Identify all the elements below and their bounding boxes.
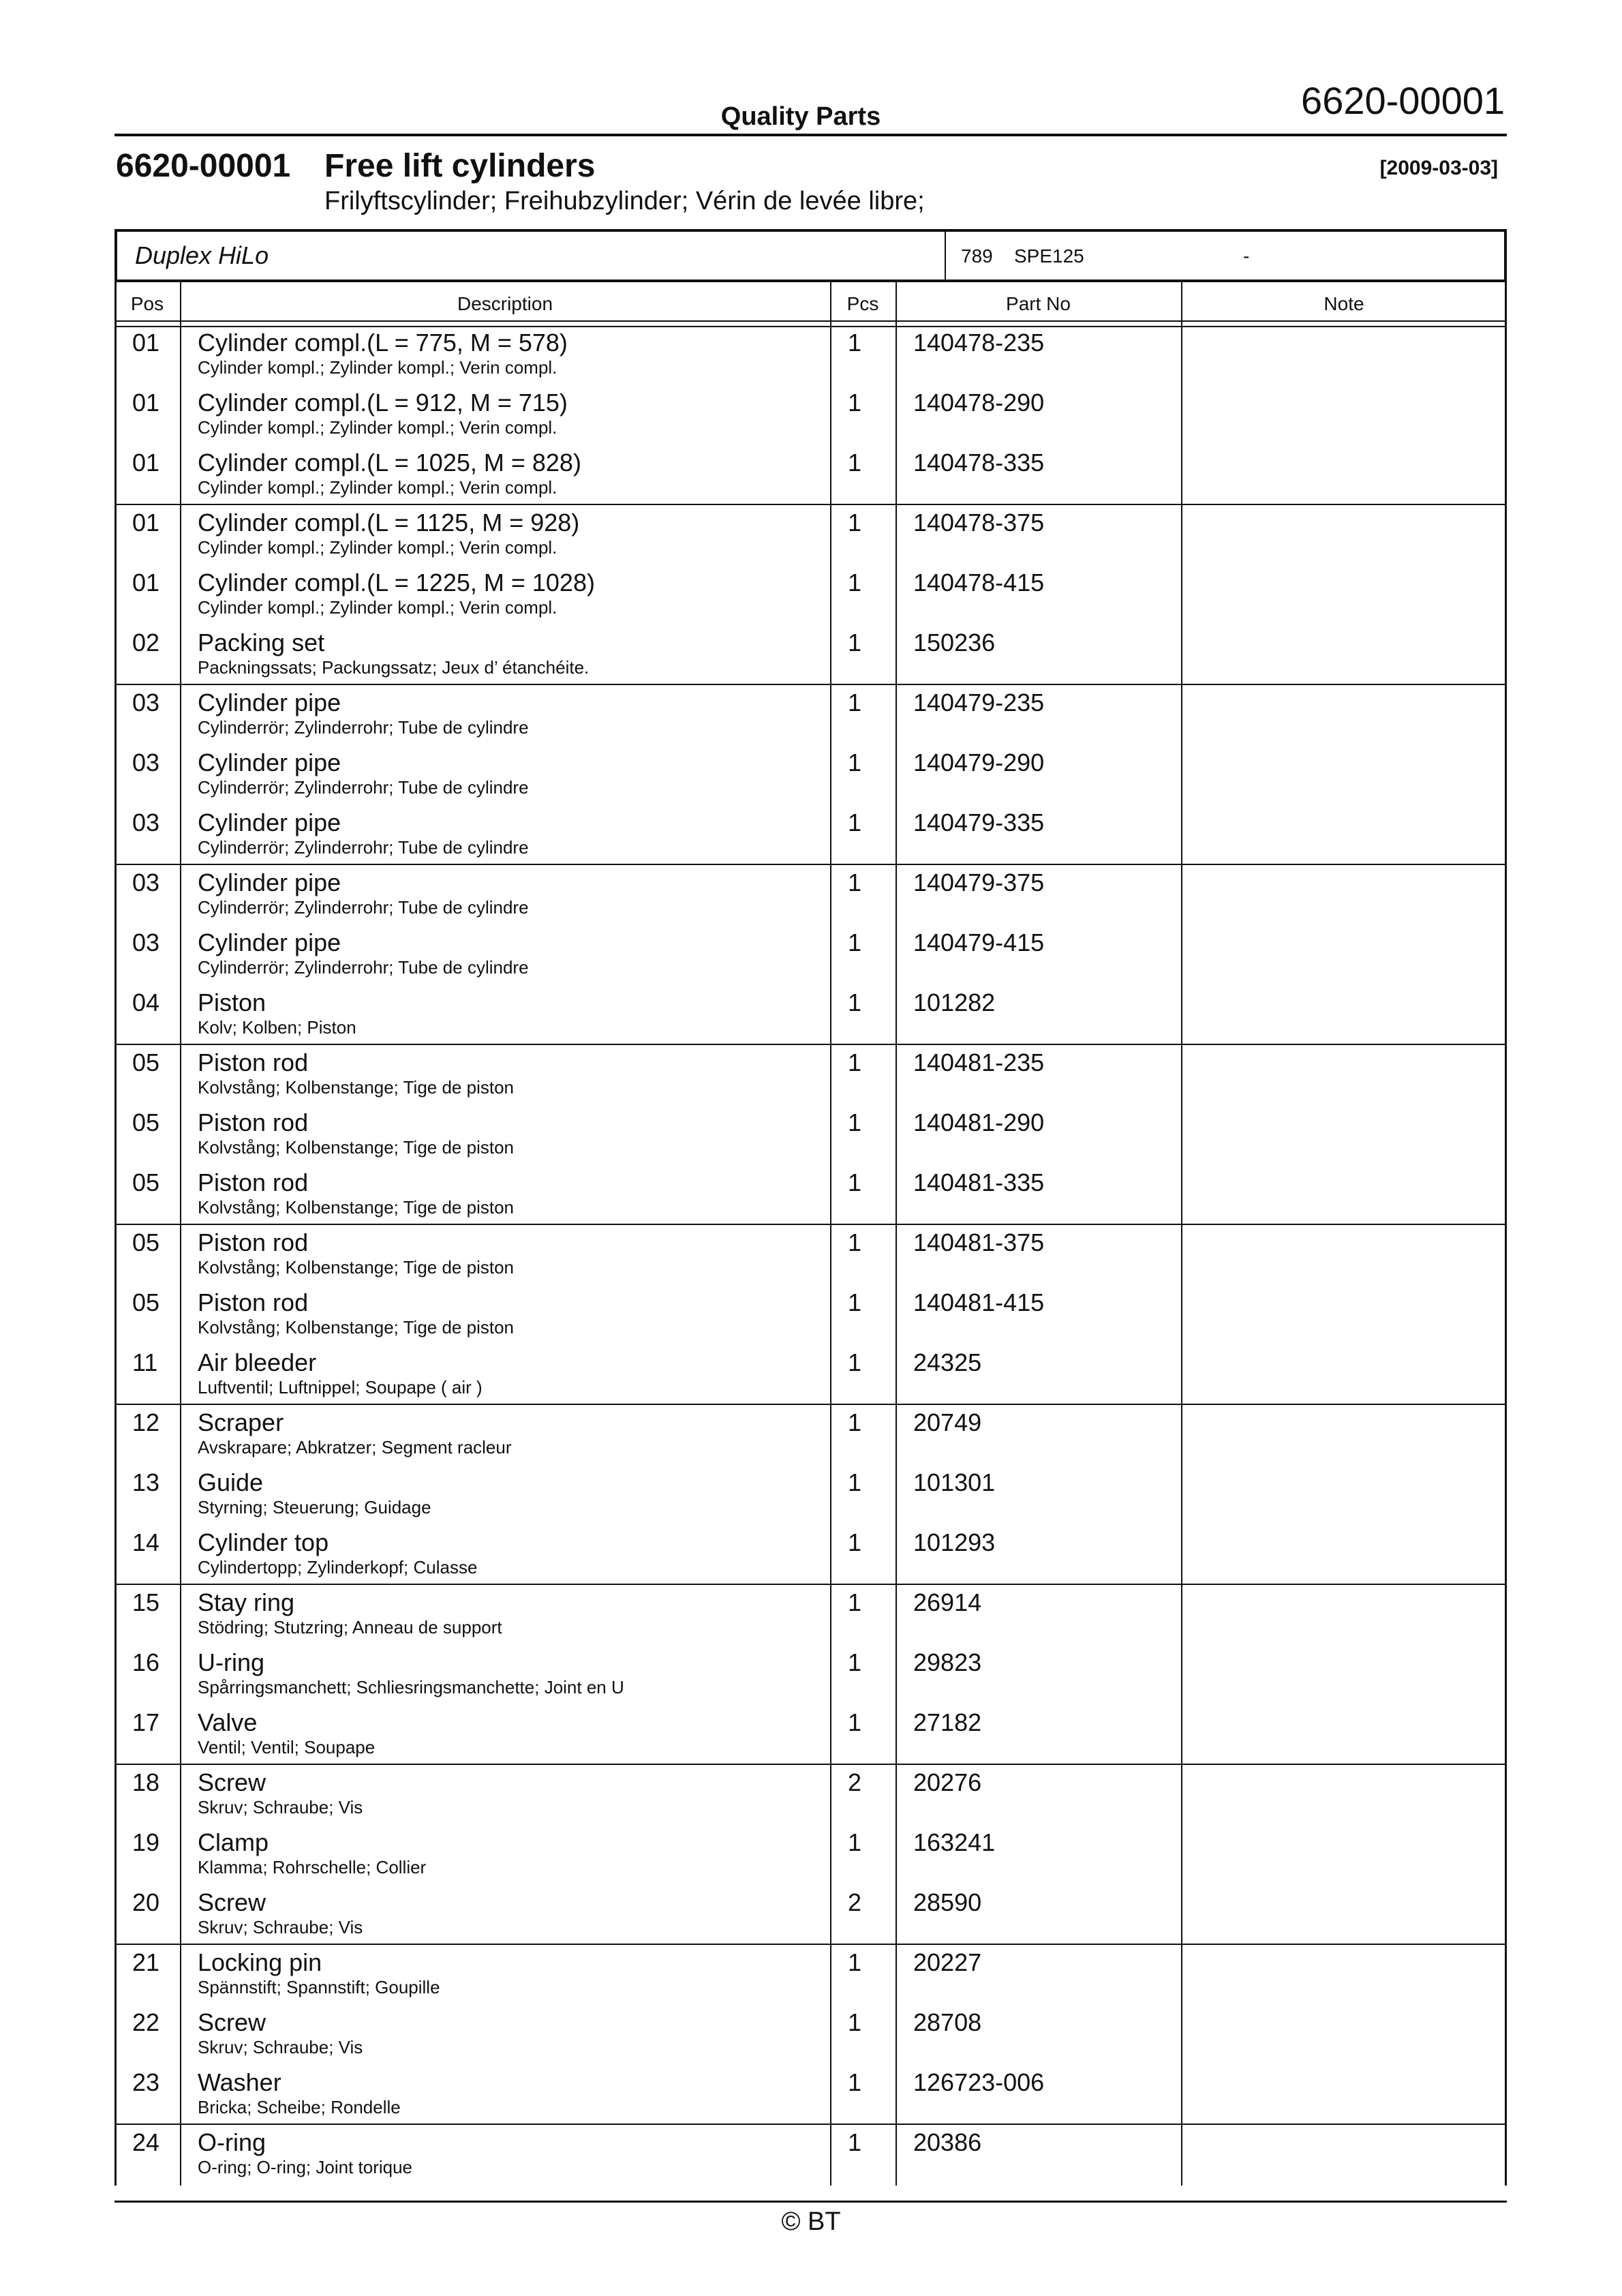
table-row [114, 927, 1507, 987]
row-pos: 05 [132, 1168, 160, 1196]
table-row [114, 867, 1507, 927]
row-part-number: 140479-415 [913, 928, 1045, 956]
row-description: Locking pin [198, 1948, 322, 1976]
row-description: Guide [198, 1468, 264, 1496]
row-pcs: 1 [848, 689, 862, 716]
row-pos: 14 [132, 1528, 160, 1556]
table-row [114, 507, 1507, 567]
row-pcs: 1 [848, 1588, 862, 1616]
row-description: Piston rod [198, 1228, 309, 1256]
row-translations: Kolvstång; Kolbenstange; Tige de piston [198, 1137, 514, 1158]
table-row [114, 567, 1507, 627]
row-translations: Packningssats; Packungssatz; Jeux d’ étanchéite. [198, 657, 590, 678]
row-translations: Spårringsmanchett; Schliesringsmanchette; Joint en U [198, 1677, 624, 1697]
table-row [114, 1347, 1507, 1407]
table-row [114, 1707, 1507, 1767]
row-description: Packing set [198, 629, 325, 656]
row-part-number: 126723-006 [913, 2068, 1045, 2096]
row-description: U-ring [198, 1648, 265, 1676]
model-code-1: 789 [961, 245, 993, 267]
row-part-number: 24325 [913, 1348, 982, 1376]
row-pos: 17 [132, 1708, 160, 1736]
table-row [114, 1527, 1507, 1587]
row-pos: 01 [132, 389, 160, 417]
row-pcs: 1 [848, 2008, 862, 2036]
column-header-description: Description [457, 293, 553, 314]
row-pcs: 1 [848, 988, 862, 1016]
row-pcs: 1 [848, 1648, 862, 1676]
row-pcs: 2 [848, 1888, 862, 1916]
row-pcs: 1 [848, 1228, 862, 1256]
row-description: Cylinder pipe [198, 749, 341, 776]
row-part-number: 140479-235 [913, 689, 1045, 716]
column-header-pcs: Pcs [846, 293, 879, 314]
model-divider [945, 232, 946, 280]
row-description: Cylinder compl.(L = 1125, M = 928) [198, 509, 580, 537]
table-row [114, 1227, 1507, 1287]
table-row [114, 1467, 1507, 1527]
row-part-number: 140478-335 [913, 449, 1045, 477]
row-description: Washer [198, 2068, 281, 2096]
row-pos: 12 [132, 1408, 160, 1436]
row-translations: O-ring; O-ring; Joint torique [198, 2157, 413, 2177]
row-pcs: 2 [848, 1768, 862, 1796]
row-translations: Ventil; Ventil; Soupape [198, 1737, 376, 1757]
row-translations: Kolv; Kolben; Piston [198, 1017, 356, 1038]
table-row [114, 2007, 1507, 2067]
row-pcs: 1 [848, 1168, 862, 1196]
row-pcs: 1 [848, 1348, 862, 1376]
row-part-number: 101293 [913, 1528, 996, 1556]
row-pcs: 1 [848, 329, 862, 357]
document-number: 6620-00001 [1301, 79, 1505, 122]
row-part-number: 140481-235 [913, 1048, 1045, 1076]
row-part-number: 140479-375 [913, 868, 1045, 896]
row-pos: 20 [132, 1888, 160, 1916]
table-row [114, 627, 1507, 687]
table-row [114, 1047, 1507, 1107]
header-row-rule [114, 320, 1507, 322]
row-pos: 23 [132, 2068, 160, 2096]
row-part-number: 163241 [913, 1828, 996, 1856]
row-pos: 11 [132, 1348, 158, 1376]
row-translations: Cylinder kompl.; Zylinder kompl.; Verin compl. [198, 537, 557, 558]
row-description: Piston rod [198, 1168, 309, 1196]
row-part-number: 140478-415 [913, 569, 1045, 596]
row-pos: 24 [132, 2128, 160, 2156]
row-part-number: 140481-290 [913, 1108, 1045, 1136]
row-translations: Spännstift; Spannstift; Goupille [198, 1977, 440, 1997]
table-row [114, 687, 1507, 747]
row-translations: Cylinder kompl.; Zylinder kompl.; Verin compl. [198, 597, 557, 618]
row-pos: 04 [132, 988, 160, 1016]
row-description: Cylinder pipe [198, 868, 341, 896]
row-part-number: 140481-335 [913, 1168, 1045, 1196]
table-row [114, 987, 1507, 1047]
table-row [114, 2067, 1507, 2127]
row-translations: Cylindertopp; Zylinderkopf; Culasse [198, 1557, 478, 1577]
row-pos: 03 [132, 749, 160, 776]
table-row [114, 447, 1507, 507]
row-part-number: 28708 [913, 2008, 982, 2036]
row-part-number: 101282 [913, 988, 996, 1016]
row-description: O-ring [198, 2128, 266, 2156]
row-pcs: 1 [848, 809, 862, 836]
row-pos: 01 [132, 569, 160, 596]
row-part-number: 26914 [913, 1588, 982, 1616]
row-pos: 13 [132, 1468, 160, 1496]
section-title: Free lift cylinders [324, 148, 596, 184]
table-row [114, 1887, 1507, 1947]
row-translations: Kolvstång; Kolbenstange; Tige de piston [198, 1257, 514, 1278]
row-description: Piston rod [198, 1108, 309, 1136]
row-pcs: 1 [848, 2068, 862, 2096]
row-part-number: 140478-235 [913, 329, 1045, 357]
row-pos: 02 [132, 629, 160, 656]
row-translations: Luftventil; Luftnippel; Soupape ( air ) [198, 1377, 483, 1398]
row-pos: 01 [132, 449, 160, 477]
model-code-2: SPE125 [1014, 245, 1084, 267]
model-box [114, 229, 1507, 282]
section-code: 6620-00001 [116, 148, 291, 184]
column-header-pos: Pos [130, 293, 164, 314]
row-part-number: 20749 [913, 1408, 982, 1436]
row-pos: 03 [132, 928, 160, 956]
row-pos: 01 [132, 509, 160, 537]
row-description: Cylinder top [198, 1528, 329, 1556]
row-pos: 21 [132, 1948, 160, 1976]
row-translations: Cylinderrör; Zylinderrohr; Tube de cylindre [198, 777, 529, 798]
row-part-number: 150236 [913, 629, 996, 656]
row-translations: Cylinder kompl.; Zylinder kompl.; Verin compl. [198, 357, 557, 378]
row-translations: Skruv; Schraube; Vis [198, 1797, 363, 1817]
row-part-number: 140479-335 [913, 809, 1045, 836]
row-description: Cylinder compl.(L = 775, M = 578) [198, 329, 568, 357]
row-part-number: 140481-415 [913, 1288, 1045, 1316]
row-part-number: 140478-290 [913, 389, 1045, 417]
row-pcs: 1 [848, 1108, 862, 1136]
row-part-number: 20386 [913, 2128, 982, 2156]
row-translations: Styrning; Steuerung; Guidage [198, 1497, 431, 1517]
row-translations: Skruv; Schraube; Vis [198, 1917, 363, 1937]
row-pos: 05 [132, 1048, 160, 1076]
table-row [114, 1587, 1507, 1647]
row-pos: 03 [132, 868, 160, 896]
row-pos: 19 [132, 1828, 160, 1856]
row-pcs: 1 [848, 1948, 862, 1976]
row-pos: 03 [132, 689, 160, 716]
table-row [114, 2127, 1507, 2187]
row-pos: 03 [132, 809, 160, 836]
row-description: Screw [198, 1768, 266, 1796]
row-description: Cylinder pipe [198, 928, 341, 956]
table-row [114, 1827, 1507, 1887]
row-translations: Cylinderrör; Zylinderrohr; Tube de cylindre [198, 717, 529, 738]
row-translations: Avskrapare; Abkratzer; Segment racleur [198, 1437, 512, 1457]
row-translations: Kolvstång; Kolbenstange; Tige de piston [198, 1317, 514, 1338]
row-part-number: 101301 [913, 1468, 996, 1496]
row-pcs: 1 [848, 1288, 862, 1316]
row-description: Screw [198, 1888, 266, 1916]
row-description: Screw [198, 2008, 266, 2036]
column-header-note: Note [1323, 293, 1364, 314]
row-pcs: 1 [848, 1528, 862, 1556]
row-pcs: 1 [848, 928, 862, 956]
row-part-number: 29823 [913, 1648, 982, 1676]
row-translations: Klamma; Rohrschelle; Collier [198, 1857, 427, 1877]
row-pos: 16 [132, 1648, 160, 1676]
row-part-number: 20227 [913, 1948, 982, 1976]
table-row [114, 1287, 1507, 1347]
table-row [114, 1107, 1507, 1167]
row-pos: 01 [132, 329, 160, 357]
row-description: Air bleeder [198, 1348, 317, 1376]
row-part-number: 20276 [913, 1768, 982, 1796]
row-part-number: 27182 [913, 1708, 982, 1736]
row-translations: Cylinderrör; Zylinderrohr; Tube de cylindre [198, 837, 529, 858]
header-rule [114, 134, 1507, 136]
column-header-part-no: Part No [1006, 293, 1071, 314]
section-date: [2009-03-03] [1379, 157, 1498, 179]
row-pcs: 1 [848, 868, 862, 896]
model-code-3: - [1243, 245, 1250, 267]
row-description: Cylinder pipe [198, 689, 341, 716]
row-translations: Cylinder kompl.; Zylinder kompl.; Verin compl. [198, 417, 557, 438]
row-translations: Cylinderrör; Zylinderrohr; Tube de cylindre [198, 897, 529, 918]
row-pcs: 1 [848, 1708, 862, 1736]
row-pcs: 1 [848, 629, 862, 656]
row-pcs: 1 [848, 389, 862, 417]
table-row [114, 387, 1507, 447]
table-row [114, 807, 1507, 867]
table-row [114, 1767, 1507, 1827]
table-row [114, 747, 1507, 807]
row-translations: Stödring; Stutzring; Anneau de support [198, 1617, 502, 1637]
row-pos: 18 [132, 1768, 160, 1796]
model-name: Duplex HiLo [135, 241, 269, 269]
section-subtitle: Frilyftscylinder; Freihubzylinder; Vérin de levée libre; [324, 187, 925, 215]
row-translations: Kolvstång; Kolbenstange; Tige de piston [198, 1197, 514, 1218]
row-description: Cylinder compl.(L = 1025, M = 828) [198, 449, 581, 477]
row-description: Piston rod [198, 1288, 309, 1316]
row-description: Clamp [198, 1828, 269, 1856]
row-translations: Kolvstång; Kolbenstange; Tige de piston [198, 1077, 514, 1098]
header-title: Quality Parts [720, 102, 881, 131]
row-pcs: 1 [848, 2128, 862, 2156]
table-row [114, 1947, 1507, 2007]
row-translations: Cylinderrör; Zylinderrohr; Tube de cylindre [198, 957, 529, 978]
row-part-number: 140481-375 [913, 1228, 1045, 1256]
row-description: Piston [198, 988, 266, 1016]
row-pos: 22 [132, 2008, 160, 2036]
row-part-number: 28590 [913, 1888, 982, 1916]
table-row [114, 1407, 1507, 1467]
row-description: Cylinder pipe [198, 809, 341, 836]
row-pos: 05 [132, 1228, 160, 1256]
table-row [114, 1647, 1507, 1707]
row-translations: Bricka; Scheibe; Rondelle [198, 2097, 401, 2117]
row-pos: 05 [132, 1288, 160, 1316]
row-description: Piston rod [198, 1048, 309, 1076]
row-pcs: 1 [848, 1468, 862, 1496]
row-pcs: 1 [848, 1828, 862, 1856]
footer-rule [114, 2201, 1507, 2203]
row-pcs: 1 [848, 569, 862, 596]
table-row [114, 327, 1507, 387]
row-description: Valve [198, 1708, 258, 1736]
row-description: Cylinder compl.(L = 912, M = 715) [198, 389, 568, 417]
row-part-number: 140478-375 [913, 509, 1045, 537]
row-translations: Skruv; Schraube; Vis [198, 2037, 363, 2057]
row-part-number: 140479-290 [913, 749, 1045, 776]
row-pcs: 1 [848, 1048, 862, 1076]
row-description: Cylinder compl.(L = 1225, M = 1028) [198, 569, 595, 596]
row-pcs: 1 [848, 749, 862, 776]
footer-copyright: © BT [781, 2207, 841, 2236]
table-row [114, 1167, 1507, 1227]
row-translations: Cylinder kompl.; Zylinder kompl.; Verin compl. [198, 477, 557, 498]
row-pos: 05 [132, 1108, 160, 1136]
row-pcs: 1 [848, 449, 862, 477]
row-pos: 15 [132, 1588, 160, 1616]
row-description: Stay ring [198, 1588, 295, 1616]
row-pcs: 1 [848, 1408, 862, 1436]
row-pcs: 1 [848, 509, 862, 537]
row-description: Scraper [198, 1408, 284, 1436]
